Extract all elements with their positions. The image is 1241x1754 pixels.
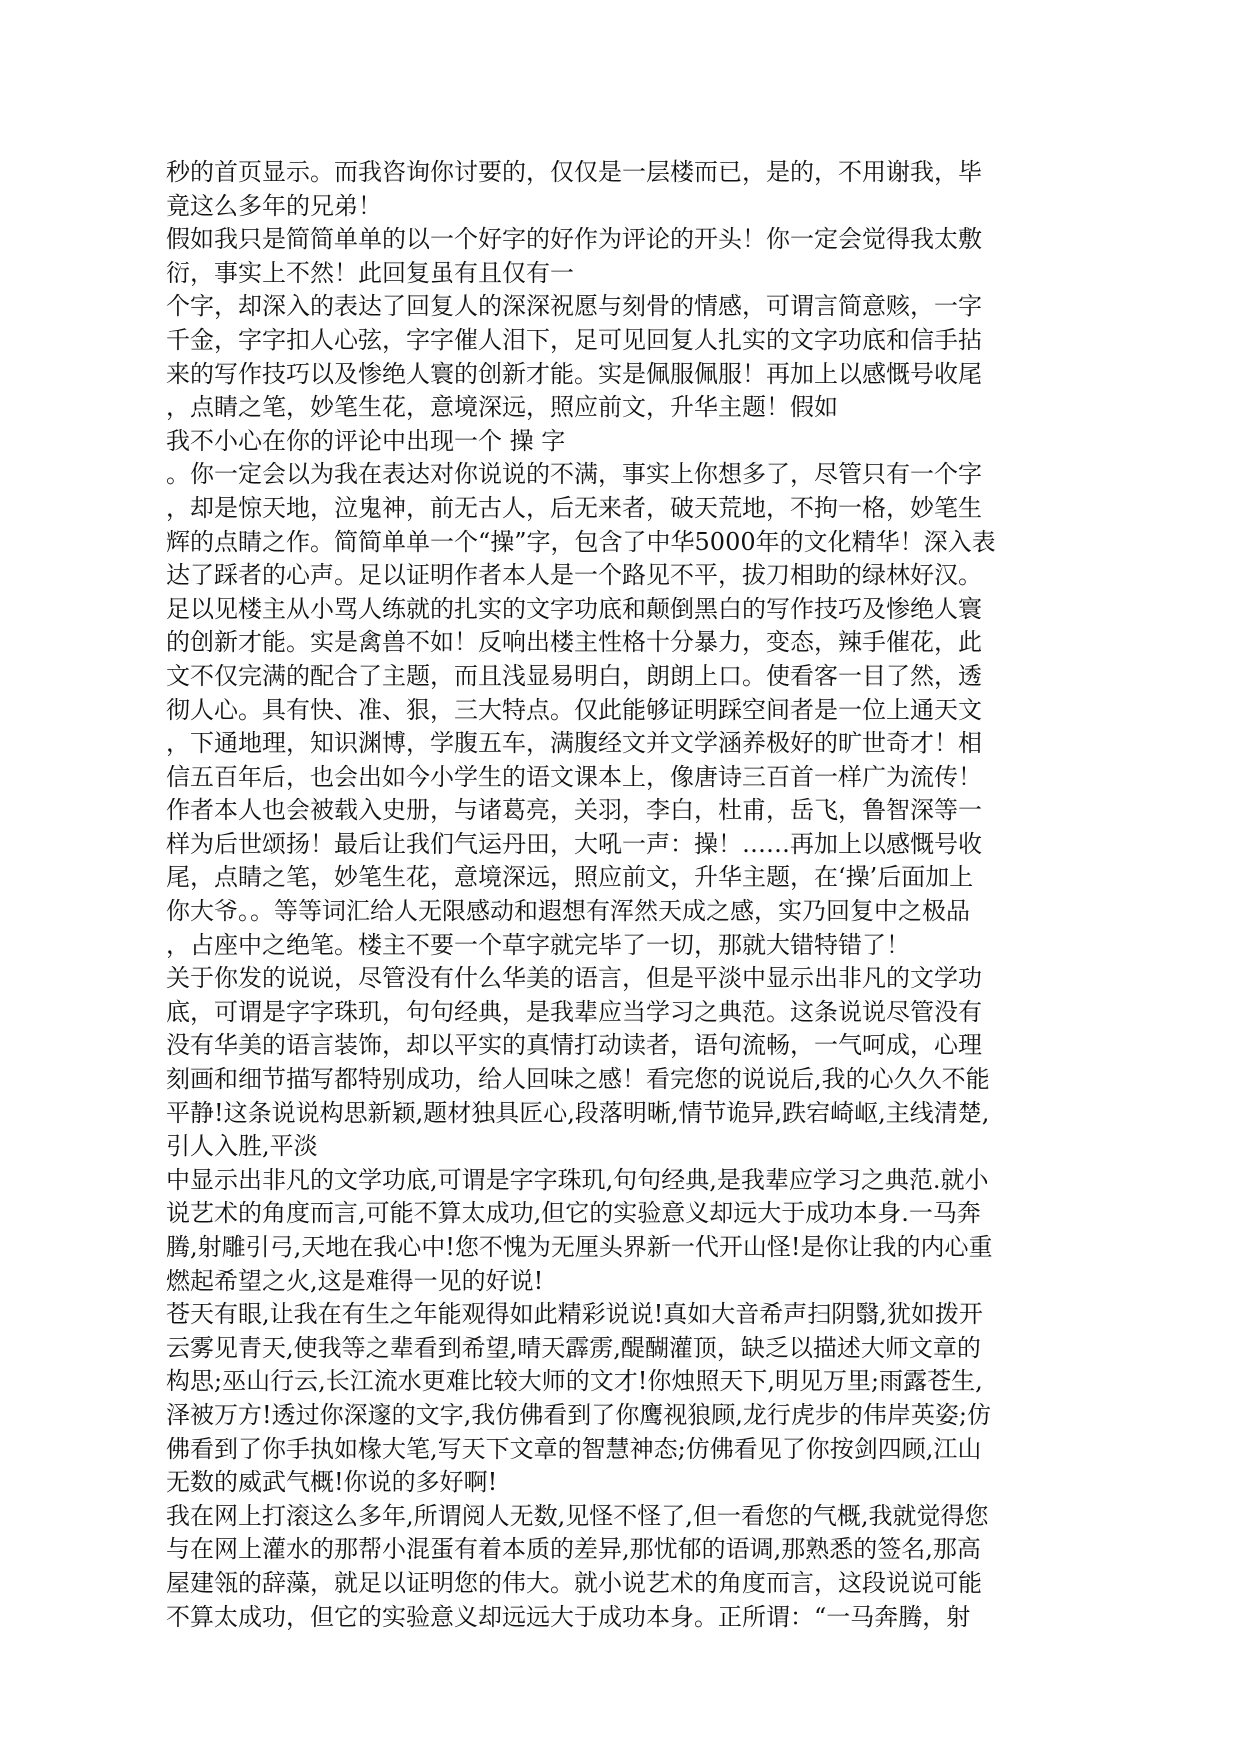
text-line: 平静!这条说说构思新颖,题材独具匠心,段落明晰,情节诡异,跌宕崎岖,主线清楚,: [166, 1098, 990, 1127]
text-line: 达了踩者的心声。足以证明作者本人是一个路见不平，拔刀相助的绿林好汉。: [166, 561, 982, 590]
text-line: ，点睛之笔，妙笔生花，意境深远，照应前文，升华主题！假如: [166, 393, 838, 422]
text-line: 苍天有眼,让我在有生之年能观得如此精彩说说!真如大音希声扫阴翳,犹如拨开: [166, 1300, 983, 1329]
text-line: 引人入胜,平淡: [166, 1132, 318, 1161]
text-line: 文不仅完满的配合了主题，而且浅显易明白，朗朗上口。使看客一目了然，透: [166, 661, 982, 690]
text-line: 说艺术的角度而言,可能不算太成功,但它的实验意义却远大于成功本身.一马奔: [166, 1199, 981, 1228]
text-line: 中显示出非凡的文学功底,可谓是字字珠玑,句句经典,是我辈应学习之典范.就小: [166, 1165, 989, 1194]
text-line: 信五百年后，也会出如今小学生的语文课本上，像唐诗三百首一样广为流传！: [166, 762, 982, 791]
text-line: 秒的首页显示。而我咨询你讨要的，仅仅是一层楼而已，是的，不用谢我，毕: [166, 158, 982, 186]
text-line: 燃起希望之火,这是难得一见的好说!: [166, 1266, 544, 1295]
text-line: 刻画和细节描写都特别成功，给人回味之感！看完您的说说后,我的心久久不能: [166, 1065, 990, 1094]
text-line: 。你一定会以为我在表达对你说说的不满，事实上你想多了，尽管只有一个字: [166, 460, 982, 489]
text-line: 来的写作技巧以及惨绝人寰的创新才能。实是佩服佩服！再加上以感慨号收尾: [166, 359, 982, 388]
text-line: 底，可谓是字字珠玑，句句经典，是我辈应当学习之典范。这条说说尽管没有: [166, 997, 982, 1026]
text-line: ，下通地理，知识渊博，学腹五车，满腹经文并文学涵养极好的旷世奇才！相: [166, 729, 982, 758]
body-text: [166, 156, 1066, 1634]
text-line: 作者本人也会被载入史册，与诸葛亮，关羽，李白，杜甫，岳飞，鲁智深等一: [166, 796, 982, 825]
text-line: ，却是惊天地，泣鬼神，前无古人，后无来者，破天荒地，不拘一格，妙笔生: [166, 493, 982, 522]
text-line: 无数的威武气概!你说的多好啊!: [166, 1468, 498, 1497]
text-line: 假如我只是简简单单的以一个好字的好作为评论的开头！你一定会觉得我太敷: [166, 225, 982, 254]
text-line: 没有华美的语言装饰，却以平实的真情打动读者，语句流畅，一气呵成，心理: [166, 1031, 982, 1060]
text-line: 腾,射雕引弓,天地在我心中!您不愧为无厘头界新一代开山怪!是你让我的内心重: [166, 1233, 993, 1261]
text-line: 不算太成功，但它的实验意义却远远大于成功本身。正所谓：“一马奔腾，射: [166, 1602, 971, 1631]
text-line: 尾，点睛之笔，妙笔生花，意境深远，照应前文，升华主题，在‘操’后面加上: [166, 863, 974, 892]
text-line: 我不小心在你的评论中出现一个 操 字: [166, 426, 566, 455]
text-line: 竟这么多年的兄弟！: [166, 191, 382, 220]
text-line: 彻人心。具有快、准、狠，三大特点。仅此能够证明踩空间者是一位上通天文: [166, 695, 982, 724]
text-line: 衍，事实上不然！此回复虽有且仅有一: [166, 258, 574, 287]
text-line: 云雾见青天,使我等之辈看到希望,晴天霹雳,醍醐灌顶，缺乏以描述大师文章的: [166, 1333, 981, 1362]
text-line: 足以见楼主从小骂人练就的扎实的文字功底和颠倒黑白的写作技巧及惨绝人寰: [166, 594, 982, 623]
text-line: 我在网上打滚这么多年,所谓阅人无数,见怪不怪了,但一看您的气概,我就觉得您: [166, 1501, 989, 1530]
text-line: 千金，字字扣人心弦，字字催人泪下，足可见回复人扎实的文字功底和信手拈: [166, 325, 982, 354]
text-line: 关于你发的说说，尽管没有什么华美的语言，但是平淡中显示出非凡的文学功: [166, 964, 982, 993]
text-line: 构思;巫山行云,长江流水更难比较大师的文才!你烛照天下,明见万里;雨露苍生,: [166, 1367, 983, 1396]
text-line: 泽被万方!透过你深邃的文字,我仿佛看到了你鹰视狼顾,龙行虎步的伟岸英姿;仿: [166, 1400, 991, 1429]
text-line: 佛看到了你手执如椽大笔,写天下文章的智慧神态;仿佛看见了你按剑四顾,江山: [166, 1434, 982, 1463]
text-line: 样为后世颂扬！最后让我们气运丹田，大吼一声：操！……再加上以感慨号收: [166, 829, 982, 858]
text-line: 你大爷。。等等词汇给人无限感动和遐想有浑然天成之感，实乃回复中之极品: [166, 897, 970, 926]
text-line: 个字，却深入的表达了回复人的深深祝愿与刻骨的情感，可谓言简意赅，一字: [166, 292, 982, 321]
text-line: 辉的点睛之作。简简单单一个“操”字，包含了中华5000年的文化精华！深入表: [166, 527, 996, 556]
text-line: ，占座中之绝笔。楼主不要一个草字就完毕了一切，那就大错特错了！: [166, 930, 910, 959]
text-line: 屋建瓴的辞藻，就足以证明您的伟大。就小说艺术的角度而言，这段说说可能: [166, 1568, 982, 1597]
text-line: 与在网上灌水的那帮小混蛋有着本质的差异,那忧郁的语调,那熟悉的签名,那高: [166, 1535, 981, 1564]
text-line: 的创新才能。实是禽兽不如！反响出楼主性格十分暴力，变态，辣手催花，此: [166, 628, 982, 657]
